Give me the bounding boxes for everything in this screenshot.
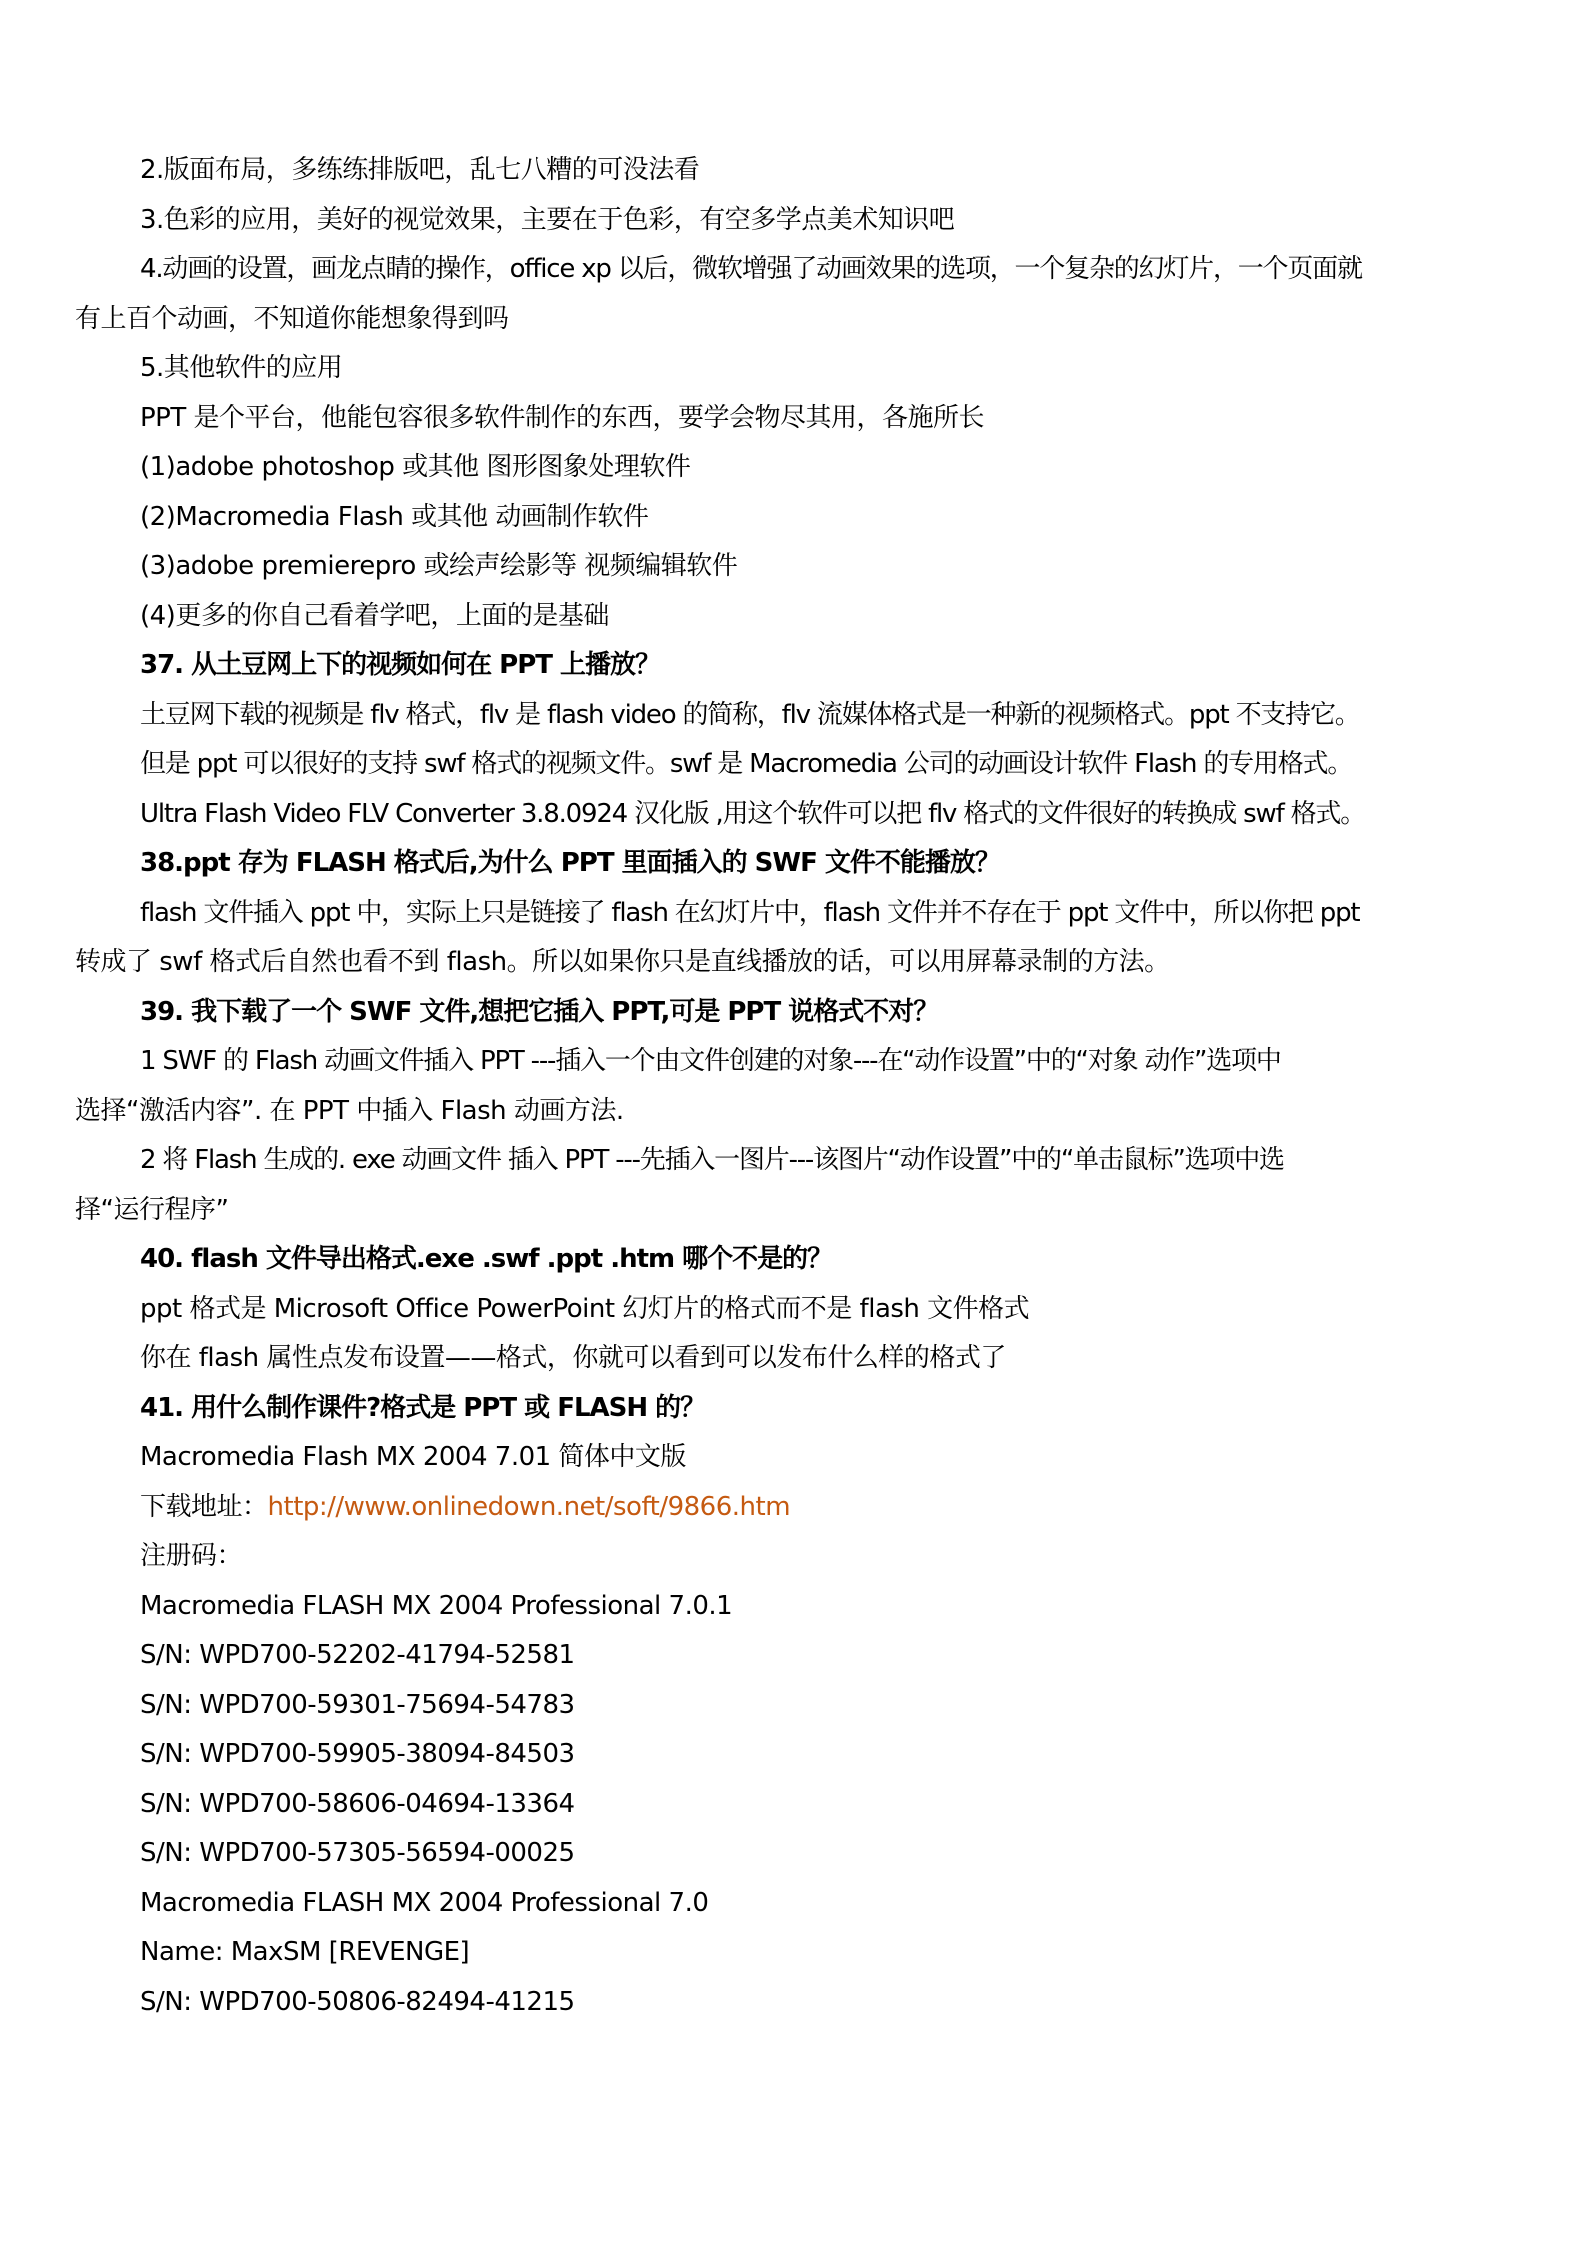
serial-line: S/N: WPD700-59301-75694-54783 [140, 1689, 575, 1720]
text-line: (3)adobe premierepro 或绘声绘影等 视频编辑软件 [140, 551, 738, 581]
product-line: Macromedia FLASH MX 2004 Professional 7.0.1 [140, 1590, 733, 1621]
name-line: Name: MaxSM [REVENGE] [140, 1937, 470, 1967]
text-line: (2)Macromedia Flash 或其他 动画制作软件 [140, 501, 649, 532]
text-line: 但是 ppt 可以很好的支持 swf 格式的视频文件。swf 是 Macromedia 公司的动画设计软件 Flash 的专用格式。 [140, 749, 1353, 779]
download-line [75, 1483, 1520, 1533]
serial-line: S/N: WPD700-57305-56594-00025 [140, 1838, 575, 1868]
serial-line: S/N: WPD700-52202-41794-52581 [140, 1640, 575, 1670]
text-line: 土豆网下载的视频是 flv 格式，flv 是 flash video 的简称，flv 流媒体格式是一种新的视频格式。ppt 不支持它。 [140, 699, 1360, 730]
download-link[interactable]: http://www.onlinedown.net/soft/9866.htm [267, 1491, 791, 1522]
text-line: flash 文件插入 ppt 中，实际上只是链接了 flash 在幻灯片中，flash 文件并不存在于 ppt 文件中，所以你把 ppt [140, 897, 1360, 928]
text-line: 选择“激活内容”. 在 PPT 中插入 Flash 动画方法. [75, 1095, 624, 1126]
text-line: (1)adobe photoshop 或其他 图形图象处理软件 [140, 452, 691, 482]
text-line: 有上百个动画，不知道你能想象得到吗 [75, 303, 509, 334]
serial-line: S/N: WPD700-50806-82494-41215 [140, 1986, 575, 2017]
question-heading-40: 40. flash 文件导出格式.exe .swf .ppt .htm 哪个不是的？ [140, 1244, 833, 1274]
serial-line: S/N: WPD700-58606-04694-13364 [140, 1788, 575, 1819]
text-line: 4.动画的设置，画龙点睛的操作，office xp 以后，微软增强了动画效果的选项，一个复杂的幻灯片，一个页面就 [140, 254, 1362, 284]
question-heading-41: 41. 用什么制作课件?格式是 PPT 或 FLASH 的？ [140, 1392, 706, 1423]
question-heading-37: 37. 从土豆网上下的视频如何在 PPT 上播放？ [140, 650, 661, 680]
text-line: 2.版面布局，多练练排版吧，乱七八糟的可没法看 [140, 155, 700, 185]
text-line: 你在 flash 属性点发布设置——格式，你就可以看到可以发布什么样的格式了 [140, 1343, 1006, 1373]
text-line: 2 将 Flash 生成的. exe 动画文件 插入 PPT ---先插入一图片---该图片“动作设置”中的“单击鼠标”选项中选 [140, 1145, 1284, 1175]
text-line: 1 SWF 的 Flash 动画文件插入 PPT ---插入一个由文件创建的对象---在“动作设置”中的“对象 动作”选项中 [140, 1046, 1281, 1076]
text-line: 3.色彩的应用，美好的视觉效果，主要在于色彩，有空多学点美术知识吧 [140, 204, 955, 235]
serial-line: S/N: WPD700-59905-38094-84503 [140, 1739, 575, 1769]
product-line: Macromedia FLASH MX 2004 Professional 7.0 [140, 1887, 709, 1918]
text-line: 转成了 swf 格式后自然也看不到 flash。所以如果你只是直线播放的话，可以用屏幕录制的方法。 [75, 947, 1170, 977]
text-line: 5.其他软件的应用 [140, 353, 343, 383]
document-page [75, 146, 1520, 2027]
question-heading-39: 39. 我下载了一个 SWF 文件,想把它插入 PPT,可是 PPT 说格式不对？ [140, 996, 939, 1027]
download-label: 下载地址： [140, 1491, 268, 1522]
text-line: ppt 格式是 Microsoft Office PowerPoint 幻灯片的格式而不是 flash 文件格式 [140, 1293, 1030, 1324]
registration-label: 注册码： [140, 1541, 243, 1571]
question-heading-38: 38.ppt 存为 FLASH 格式后,为什么 PPT 里面插入的 SWF 文件不能播放？ [140, 848, 1000, 878]
text-line: (4)更多的你自己看着学吧，上面的是基础 [140, 600, 609, 631]
text-line: Macromedia Flash MX 2004 7.01 简体中文版 [140, 1442, 686, 1472]
text-line: PPT 是个平台，他能包容很多软件制作的东西，要学会物尽其用，各施所长 [140, 402, 985, 433]
text-line: 择“运行程序” [75, 1194, 229, 1225]
text-line: Ultra Flash Video FLV Converter 3.8.0924 汉化版 ,用这个软件可以把 flv 格式的文件很好的转换成 swf 格式。 [140, 798, 1365, 829]
